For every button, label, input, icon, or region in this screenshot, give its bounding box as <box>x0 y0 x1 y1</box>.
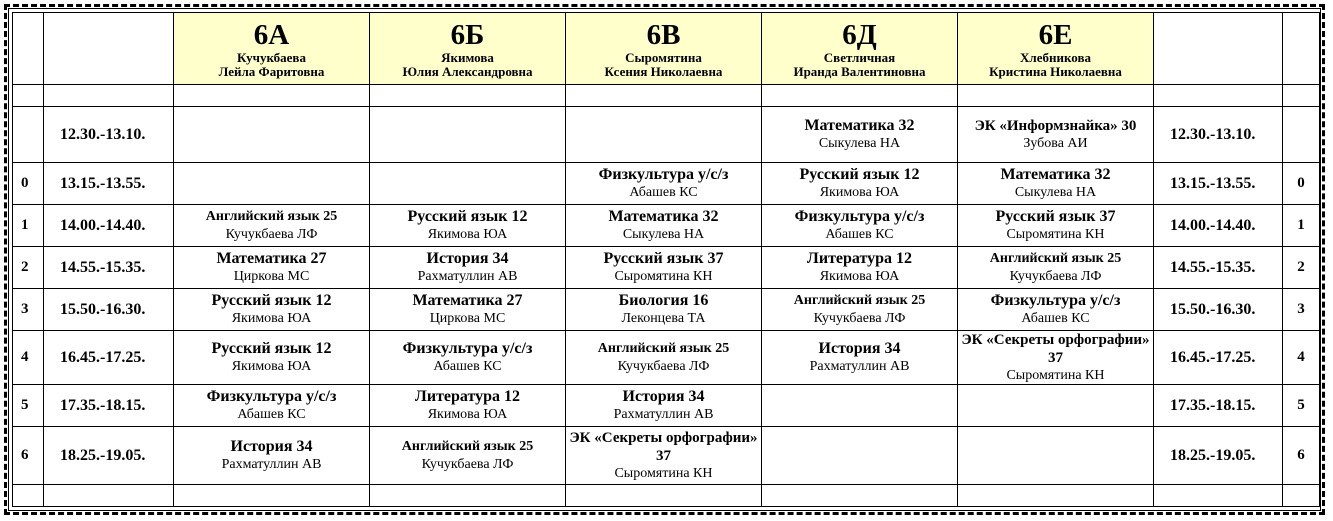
lesson-cell <box>762 205 958 247</box>
class-teacher-surname: Кучукбаева <box>237 49 306 65</box>
lesson-teacher: Абашев КС <box>1021 311 1090 326</box>
lesson-subject: Литература 12 <box>414 388 521 405</box>
lesson-cell <box>174 385 370 427</box>
empty-cell <box>13 85 44 107</box>
lesson-cell <box>566 247 762 289</box>
lesson-cell <box>370 163 566 205</box>
class-teacher-names: Кристина Николаевна <box>989 63 1122 79</box>
lesson-teacher: Абашев КС <box>825 227 894 242</box>
empty-cell <box>370 85 566 107</box>
lesson-time: 14.00.-14.40. <box>44 205 174 247</box>
lesson-cell <box>958 385 1154 427</box>
time-header-cell <box>44 13 174 85</box>
lesson-index-right: 2 <box>1283 247 1320 289</box>
lesson-teacher: Абашев КС <box>237 407 306 422</box>
class-name: 6Д <box>842 18 877 51</box>
class-name: 6А <box>253 18 290 51</box>
lesson-cell <box>958 163 1154 205</box>
lesson-cell <box>762 427 958 485</box>
lesson-cell <box>762 289 958 331</box>
lesson-subject: Биология 16 <box>618 292 709 309</box>
lesson-subject: История 34 <box>230 438 313 455</box>
lesson-time: 17.35.-18.15. <box>44 385 174 427</box>
lesson-row <box>13 205 1320 247</box>
lesson-subject: Математика 32 <box>608 208 719 225</box>
lesson-subject: Русский язык 37 <box>603 250 724 267</box>
class-teacher-surname: Хлебникова <box>1020 49 1091 65</box>
lesson-subject: Математика 27 <box>216 250 327 267</box>
empty-cell <box>174 485 370 507</box>
lesson-subject: Литература 12 <box>806 250 913 267</box>
lesson-teacher: Сыкулева НА <box>818 136 901 151</box>
lesson-row <box>13 385 1320 427</box>
lesson-teacher: Сыромятина КН <box>614 269 713 284</box>
lesson-time: 18.25.-19.05. <box>44 427 174 485</box>
lesson-subject: Английский язык 25 <box>793 293 926 308</box>
lesson-cell <box>958 427 1154 485</box>
lesson-teacher: Кучукбаева ЛФ <box>1009 269 1102 284</box>
header-row <box>13 13 1320 85</box>
lesson-teacher: Сыромятина КН <box>1006 227 1105 242</box>
class-header <box>566 13 762 85</box>
lesson-teacher: Якимова ЮА <box>427 407 508 422</box>
class-header <box>174 13 370 85</box>
lesson-subject: Английский язык 25 <box>401 439 534 454</box>
lesson-time-right: 14.00.-14.40. <box>1154 205 1283 247</box>
lesson-row <box>13 331 1320 385</box>
lesson-index-right <box>1283 107 1320 163</box>
lesson-teacher: Леконцева ТА <box>621 311 706 326</box>
lesson-cell <box>174 427 370 485</box>
empty-cell <box>1283 85 1320 107</box>
lesson-subject: Физкультура у/с/з <box>794 208 925 225</box>
lesson-row <box>13 107 1320 163</box>
lesson-subject: Русский язык 12 <box>211 340 332 357</box>
empty-cell <box>762 85 958 107</box>
lesson-cell <box>174 331 370 385</box>
lesson-cell <box>566 385 762 427</box>
lesson-row <box>13 427 1320 485</box>
lesson-index-right: 5 <box>1283 385 1320 427</box>
corner-cell-right <box>1283 13 1320 85</box>
lesson-cell <box>370 107 566 163</box>
lesson-time-right: 13.15.-13.55. <box>1154 163 1283 205</box>
lesson-index-right: 0 <box>1283 163 1320 205</box>
lesson-cell <box>762 163 958 205</box>
class-teacher-surname: Якимова <box>441 49 494 65</box>
class-name: 6В <box>646 18 681 51</box>
lesson-teacher: Кучукбаева ЛФ <box>617 359 710 374</box>
lesson-subject: Русский язык 12 <box>799 166 920 183</box>
lesson-index: 4 <box>13 331 44 385</box>
class-teacher-names: Лейла Фаритовна <box>218 63 325 79</box>
lesson-subject: Физкультура у/с/з <box>598 166 729 183</box>
class-teacher-names: Юлия Александровна <box>402 63 533 79</box>
lesson-cell <box>174 289 370 331</box>
lesson-index-right: 3 <box>1283 289 1320 331</box>
lesson-cell <box>370 427 566 485</box>
lesson-cell <box>370 385 566 427</box>
empty-cell <box>1154 485 1283 507</box>
lesson-subject: Английский язык 25 <box>205 209 338 224</box>
lesson-cell <box>174 247 370 289</box>
lesson-cell <box>370 247 566 289</box>
lesson-cell <box>566 107 762 163</box>
lesson-teacher: Кучукбаева ЛФ <box>813 311 906 326</box>
class-header <box>370 13 566 85</box>
lesson-subject: Математика 27 <box>412 292 523 309</box>
lesson-time-right: 15.50.-16.30. <box>1154 289 1283 331</box>
lesson-index-right: 6 <box>1283 427 1320 485</box>
empty-cell <box>174 85 370 107</box>
lesson-row <box>13 289 1320 331</box>
lesson-cell <box>762 107 958 163</box>
lesson-teacher: Рахматуллин АВ <box>221 457 322 472</box>
class-name: 6Б <box>450 18 485 51</box>
lesson-index-right: 4 <box>1283 331 1320 385</box>
empty-cell <box>762 485 958 507</box>
lesson-cell <box>566 205 762 247</box>
lesson-teacher: Сыромятина КН <box>614 466 713 481</box>
lesson-cell <box>762 385 958 427</box>
lesson-time-right: 14.55.-15.35. <box>1154 247 1283 289</box>
lesson-subject: История 34 <box>818 340 901 357</box>
schedule-table <box>12 12 1320 507</box>
lesson-index: 3 <box>13 289 44 331</box>
lesson-time-right: 16.45.-17.25. <box>1154 331 1283 385</box>
lesson-subject: Английский язык 25 <box>597 341 730 356</box>
lesson-time: 16.45.-17.25. <box>44 331 174 385</box>
spacer-row <box>13 85 1320 107</box>
lesson-teacher: Рахматуллин АВ <box>809 359 910 374</box>
empty-cell <box>1283 485 1320 507</box>
lesson-row <box>13 247 1320 289</box>
lesson-subject: Физкультура у/с/з <box>402 340 533 357</box>
class-teacher-names: Иранда Валентиновна <box>793 63 926 79</box>
empty-cell <box>958 85 1154 107</box>
lesson-teacher: Якимова ЮА <box>231 311 312 326</box>
lesson-subject: Математика 32 <box>804 117 915 134</box>
lesson-teacher: Абашев КС <box>629 185 698 200</box>
lesson-teacher: Зубова АИ <box>1023 136 1088 151</box>
lesson-subject: ЭК «Секреты орфографии» 37 <box>961 332 1150 366</box>
lesson-subject: История 34 <box>622 388 705 405</box>
lesson-cell <box>762 247 958 289</box>
lesson-cell <box>958 205 1154 247</box>
class-name: 6Е <box>1038 18 1073 51</box>
lesson-subject: Английский язык 25 <box>989 251 1122 266</box>
empty-cell <box>44 85 174 107</box>
lesson-teacher: Кучукбаева ЛФ <box>421 457 514 472</box>
class-teacher-names: Ксения Николаевна <box>604 63 723 79</box>
lesson-cell <box>566 331 762 385</box>
lesson-subject: ЭК «Информзнайка» 30 <box>974 118 1137 134</box>
lesson-cell <box>174 205 370 247</box>
lesson-teacher: Якимова ЮА <box>231 359 312 374</box>
class-header <box>762 13 958 85</box>
class-teacher-surname: Сыромятина <box>625 49 702 65</box>
lesson-cell <box>566 163 762 205</box>
lesson-cell <box>370 289 566 331</box>
lesson-time-right: 18.25.-19.05. <box>1154 427 1283 485</box>
lesson-time: 15.50.-16.30. <box>44 289 174 331</box>
lesson-index: 6 <box>13 427 44 485</box>
lesson-teacher: Сыкулева НА <box>1014 185 1097 200</box>
lesson-time-right: 17.35.-18.15. <box>1154 385 1283 427</box>
lesson-index: 0 <box>13 163 44 205</box>
lesson-teacher: Кучукбаева ЛФ <box>225 227 318 242</box>
lesson-subject: ЭК «Секреты орфографии» 37 <box>569 430 758 464</box>
empty-cell <box>566 85 762 107</box>
lesson-subject: Русский язык 12 <box>407 208 528 225</box>
empty-cell <box>13 485 44 507</box>
lesson-time: 13.15.-13.55. <box>44 163 174 205</box>
lesson-time: 14.55.-15.35. <box>44 247 174 289</box>
lesson-teacher: Циркова МС <box>233 269 310 284</box>
corner-cell <box>13 13 44 85</box>
lesson-cell <box>762 331 958 385</box>
lesson-cell <box>174 163 370 205</box>
lesson-cell <box>370 331 566 385</box>
lesson-cell <box>958 289 1154 331</box>
lesson-index: 1 <box>13 205 44 247</box>
lesson-teacher: Якимова ЮА <box>819 185 900 200</box>
empty-cell <box>1154 85 1283 107</box>
lesson-cell <box>566 289 762 331</box>
lesson-index-right: 1 <box>1283 205 1320 247</box>
empty-cell <box>370 485 566 507</box>
lesson-row <box>13 163 1320 205</box>
empty-cell <box>44 485 174 507</box>
lesson-teacher: Якимова ЮА <box>819 269 900 284</box>
spacer-row <box>13 485 1320 507</box>
lesson-teacher: Сыкулева НА <box>622 227 705 242</box>
lesson-subject: Русский язык 12 <box>211 292 332 309</box>
lesson-time-right: 12.30.-13.10. <box>1154 107 1283 163</box>
lesson-index <box>13 107 44 163</box>
empty-cell <box>566 485 762 507</box>
lesson-subject: Русский язык 37 <box>995 208 1116 225</box>
lesson-cell <box>566 427 762 485</box>
time-header-cell-right <box>1154 13 1283 85</box>
lesson-teacher: Циркова МС <box>429 311 506 326</box>
lesson-teacher: Рахматуллин АВ <box>613 407 714 422</box>
empty-cell <box>958 485 1154 507</box>
lesson-subject: Физкультура у/с/з <box>990 292 1121 309</box>
lesson-cell <box>174 107 370 163</box>
lesson-subject: Физкультура у/с/з <box>206 388 337 405</box>
class-teacher-surname: Светличная <box>823 49 896 65</box>
lesson-teacher: Якимова ЮА <box>427 227 508 242</box>
lesson-time: 12.30.-13.10. <box>44 107 174 163</box>
lesson-teacher: Сыромятина КН <box>1006 368 1105 383</box>
lesson-cell <box>958 247 1154 289</box>
class-header <box>958 13 1154 85</box>
lesson-cell <box>958 107 1154 163</box>
lesson-teacher: Рахматуллин АВ <box>417 269 518 284</box>
lesson-index: 5 <box>13 385 44 427</box>
lesson-cell <box>958 331 1154 385</box>
lesson-cell <box>370 205 566 247</box>
lesson-subject: Математика 32 <box>1000 166 1111 183</box>
lesson-teacher: Абашев КС <box>433 359 502 374</box>
lesson-subject: История 34 <box>426 250 509 267</box>
lesson-index: 2 <box>13 247 44 289</box>
